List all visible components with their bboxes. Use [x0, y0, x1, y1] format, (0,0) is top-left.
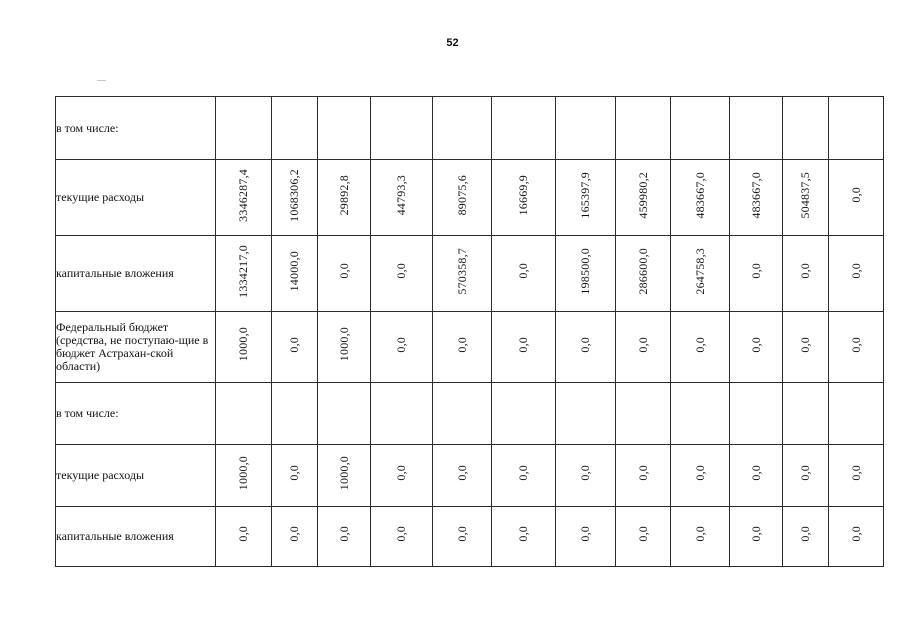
- value-text: 0,0: [336, 526, 351, 542]
- value-cell: [216, 507, 272, 567]
- value-cell: [272, 312, 318, 383]
- value-text: 0,0: [236, 526, 250, 542]
- value-cell: [371, 97, 433, 160]
- value-text: 483667,0: [748, 171, 763, 219]
- value-cell: [671, 160, 730, 236]
- value-cell: [371, 445, 433, 507]
- value-cell: [433, 97, 492, 160]
- row-label: капитальные вложения: [56, 507, 216, 567]
- value-text: 1334217,0: [236, 244, 250, 298]
- value-text: 0,0: [516, 465, 530, 481]
- table-body: [56, 97, 884, 567]
- value-cell: [616, 445, 671, 507]
- value-cell: [616, 507, 671, 567]
- value-text: 0,0: [798, 263, 812, 279]
- value-text: 570358,7: [454, 247, 469, 295]
- value-text: 459980,2: [635, 171, 650, 219]
- value-cell: [272, 97, 318, 160]
- value-cell: [829, 97, 884, 160]
- row-kapitalnye-vlozheniya: [56, 236, 884, 312]
- value-cell: [272, 383, 318, 445]
- value-text: 0,0: [287, 336, 301, 353]
- value-text: 0,0: [748, 336, 763, 353]
- value-text: 1000,0: [336, 455, 351, 491]
- row-label: текущие расходы: [56, 445, 216, 507]
- value-text: 165397,9: [578, 171, 592, 219]
- value-text: 1000,0: [336, 327, 351, 362]
- value-cell: [671, 97, 730, 160]
- value-cell: [829, 507, 884, 567]
- value-text: 0,0: [798, 465, 812, 481]
- value-cell: [616, 383, 671, 445]
- value-cell: [671, 445, 730, 507]
- value-text: 0,0: [692, 526, 707, 542]
- value-text: 0,0: [454, 465, 469, 481]
- row-v-tom-chisle-2: [56, 383, 884, 445]
- value-text: 16669,9: [516, 174, 530, 216]
- row-label: текущие расходы: [56, 160, 216, 236]
- value-text: 483667,0: [692, 171, 707, 219]
- row-tekushchie-raskhody-2: [56, 445, 884, 507]
- value-text: 0,0: [798, 336, 812, 353]
- value-cell: [730, 97, 783, 160]
- value-cell: [671, 507, 730, 567]
- value-cell: [556, 160, 616, 236]
- value-cell: [783, 383, 829, 445]
- value-text: 0,0: [798, 526, 812, 542]
- value-text: 0,0: [454, 336, 469, 353]
- value-text: 0,0: [287, 465, 301, 481]
- value-text: 0,0: [516, 336, 530, 353]
- value-cell: [783, 160, 829, 236]
- value-cell: [783, 312, 829, 383]
- value-text: 0,0: [578, 336, 592, 353]
- value-cell: [371, 383, 433, 445]
- value-cell: [556, 445, 616, 507]
- value-text: 0,0: [454, 526, 469, 542]
- value-cell: [671, 312, 730, 383]
- value-cell: [272, 445, 318, 507]
- row-label: в том числе:: [56, 383, 216, 445]
- scan-mark: [97, 80, 106, 81]
- value-cell: [783, 236, 829, 312]
- value-cell: [492, 445, 556, 507]
- value-text: 0,0: [578, 526, 592, 542]
- value-cell: [318, 160, 371, 236]
- budget-table: [55, 96, 884, 567]
- value-text: 0,0: [516, 526, 530, 542]
- value-cell: [556, 312, 616, 383]
- value-text: 0,0: [394, 465, 408, 481]
- value-cell: [216, 97, 272, 160]
- value-text: 504837,5: [798, 171, 812, 219]
- value-text: 0,0: [287, 526, 301, 542]
- value-cell: [829, 160, 884, 236]
- value-cell: [616, 97, 671, 160]
- value-cell: [730, 383, 783, 445]
- value-cell: [730, 160, 783, 236]
- value-cell: [216, 445, 272, 507]
- value-cell: [730, 236, 783, 312]
- value-cell: [616, 236, 671, 312]
- page-number: 52: [446, 37, 459, 49]
- value-cell: [730, 507, 783, 567]
- value-cell: [616, 160, 671, 236]
- value-text: 89075,6: [454, 174, 469, 216]
- value-cell: [671, 383, 730, 445]
- value-cell: [272, 507, 318, 567]
- value-text: 0,0: [748, 465, 763, 481]
- value-cell: [433, 236, 492, 312]
- value-text: 0,0: [848, 187, 863, 203]
- value-text: 198500,0: [578, 247, 592, 295]
- value-cell: [216, 236, 272, 312]
- value-text: 0,0: [336, 263, 351, 279]
- value-cell: [783, 97, 829, 160]
- row-federalnyi-byudzhet: [56, 312, 884, 383]
- value-cell: [318, 445, 371, 507]
- value-cell: [318, 383, 371, 445]
- value-text: 0,0: [635, 465, 650, 481]
- value-text: 1000,0: [236, 455, 250, 491]
- value-cell: [318, 97, 371, 160]
- value-text: 0,0: [394, 263, 408, 279]
- value-text: 0,0: [578, 465, 592, 481]
- value-cell: [556, 507, 616, 567]
- value-text: 1068306,2: [287, 168, 301, 222]
- value-cell: [433, 160, 492, 236]
- value-cell: [492, 160, 556, 236]
- value-cell: [829, 383, 884, 445]
- value-cell: [216, 383, 272, 445]
- value-cell: [433, 445, 492, 507]
- value-text: 0,0: [692, 336, 707, 353]
- value-text: 29892,8: [336, 174, 351, 216]
- value-text: 286600,0: [635, 247, 650, 295]
- value-text: 3346287,4: [236, 168, 250, 222]
- value-text: 0,0: [748, 263, 763, 279]
- value-cell: [371, 160, 433, 236]
- value-cell: [556, 97, 616, 160]
- value-text: 0,0: [394, 336, 408, 353]
- value-cell: [371, 312, 433, 383]
- value-cell: [433, 383, 492, 445]
- value-text: 264758,3: [692, 247, 707, 295]
- value-cell: [671, 236, 730, 312]
- value-text: 0,0: [848, 465, 863, 481]
- value-cell: [829, 445, 884, 507]
- value-cell: [783, 445, 829, 507]
- value-text: 0,0: [848, 526, 863, 542]
- value-cell: [829, 236, 884, 312]
- value-cell: [556, 383, 616, 445]
- value-text: 0,0: [848, 263, 863, 279]
- value-cell: [371, 507, 433, 567]
- value-cell: [433, 507, 492, 567]
- value-cell: [371, 236, 433, 312]
- value-cell: [318, 312, 371, 383]
- row-kapitalnye-vlozheniya-2: [56, 507, 884, 567]
- row-tekushchie-raskhody: [56, 160, 884, 236]
- value-cell: [492, 507, 556, 567]
- value-cell: [216, 160, 272, 236]
- value-text: 0,0: [848, 336, 863, 353]
- row-label: капитальные вложения: [56, 236, 216, 312]
- value-cell: [556, 236, 616, 312]
- value-cell: [829, 312, 884, 383]
- value-cell: [492, 236, 556, 312]
- value-text: 0,0: [394, 526, 408, 542]
- value-cell: [216, 312, 272, 383]
- value-text: 0,0: [635, 336, 650, 353]
- value-cell: [730, 445, 783, 507]
- value-cell: [318, 236, 371, 312]
- value-cell: [272, 236, 318, 312]
- value-cell: [492, 312, 556, 383]
- value-text: 0,0: [692, 465, 707, 481]
- value-cell: [616, 312, 671, 383]
- value-text: 0,0: [635, 526, 650, 542]
- value-cell: [492, 383, 556, 445]
- value-cell: [318, 507, 371, 567]
- value-text: 0,0: [516, 263, 530, 279]
- value-cell: [730, 312, 783, 383]
- value-cell: [783, 507, 829, 567]
- value-cell: [492, 97, 556, 160]
- value-text: 14000,0: [287, 250, 301, 292]
- row-label: в том числе:: [56, 97, 216, 160]
- row-v-tom-chisle: [56, 97, 884, 160]
- value-text: 44793,3: [394, 174, 408, 216]
- value-text: 0,0: [748, 526, 763, 542]
- value-text: 1000,0: [236, 327, 250, 362]
- row-label: Федеральный бюджет (средства, не поступаю-щие в бюджет Астрахан-ской области): [56, 312, 216, 383]
- value-cell: [433, 312, 492, 383]
- value-cell: [272, 160, 318, 236]
